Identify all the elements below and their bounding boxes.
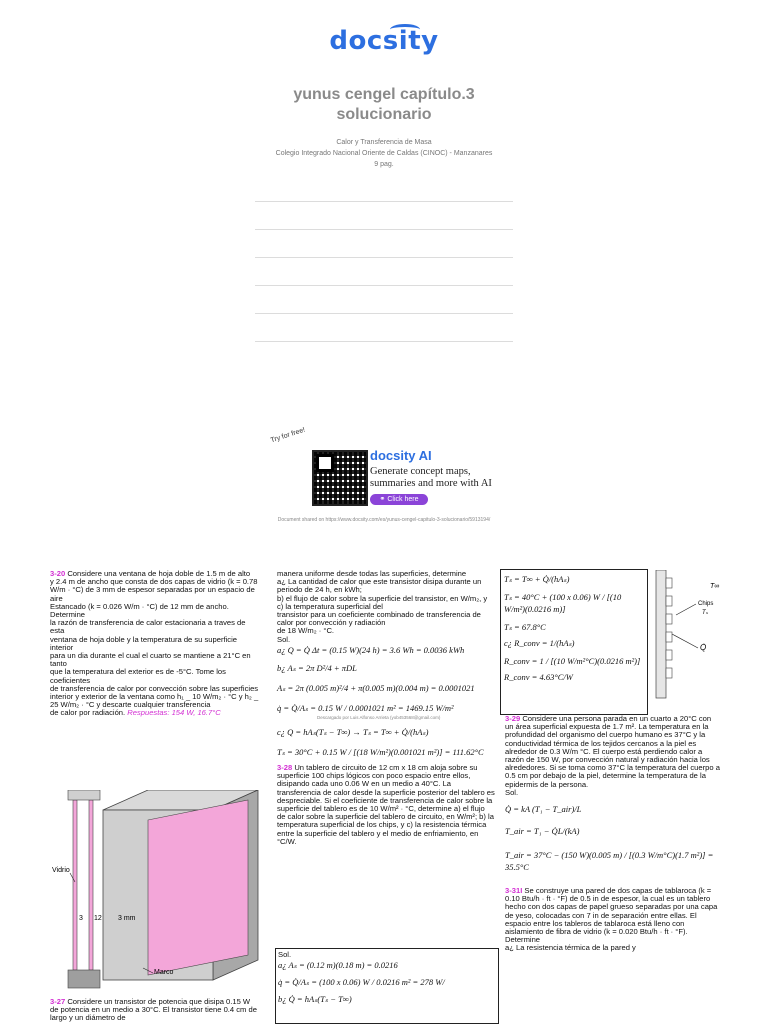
problem-text: Un tablero de circuito de 12 cm x 18 cm aloja sobre su superficie 100 chips lógicos con poco espacio entre ellos, disipando cada uno 0.06 W en un medio a 40°C. La transferencia de calor desde la superficie posterior del tablero es despreciable. Si el coeficiente de transferencia de calor sobre la superficie del tablero es de 10 W/m² · °C, determine a) el flujo de calor sobre la superficie del tablero de circuito, en W/m²; b) la temperatura superficial de los chips, y c) la resistencia térmica entre la superficie del tablero y el medio de enfriamiento, en °C/W. — [277, 763, 495, 846]
problem-number: 3-27 — [50, 997, 66, 1006]
shared-note: Document shared on https://www.docsity.com/es/yunus-cengel-capitulo-3-solucionario/5913194/ — [277, 517, 491, 523]
window-figure — [48, 790, 263, 990]
problem-text: Considere una ventana de hoja doble de 1.5 m de alto — [65, 569, 251, 578]
dim-label: 3 mm — [118, 915, 136, 922]
equation: Tₛ = 67.8°C — [504, 622, 546, 632]
divider — [255, 257, 513, 258]
problem-text: ventana de hoja doble y la temperatura de su superficie interior — [50, 634, 238, 652]
circuit-board-figure — [648, 570, 728, 700]
divider — [255, 285, 513, 286]
problem-text: Considere una persona parada en un cuarto a 20°C con un área superficial expuesta de 1.7 m². La temperatura en la profundidad del organismo del cuerpo humano es 37°C y la conductividad térmica de los tejidos cercanos a la piel es alrededor de 0.3 W/m °C. El cuerpo está perdiendo calor a razón de 150 W, por convección natural y radiación hacia los alrededores. Si se toma como 37°C la temperatura del cuerpo a 0.5 cm por debajo de la piel, determine la temperatura de la epidermis de la persona. — [505, 714, 720, 789]
problem-text: Considere un transistor de potencia que disipa 0.15 W de potencia en un medio a 30°C. El transistor tiene 0.4 cm de largo y un diámetro de — [50, 997, 257, 1023]
title-line-2: solucionario — [336, 106, 432, 123]
equation: c¿ Q = hAₛ(Tₛ − T∞) → Tₛ = T∞ + Q̇/(hAₛ) — [277, 727, 429, 738]
docsity-logo[interactable]: docsity — [329, 26, 439, 56]
divider — [255, 341, 513, 342]
document-title — [0, 85, 768, 125]
problem-text: b) el flujo de calor sobre la superficie del transistor, en W/m₂, y c) la temperatura superficial del — [277, 593, 488, 611]
try-free-label: Try for free! — [269, 426, 307, 445]
divider — [255, 229, 513, 230]
watermark: Descargado por Luis Alfonso Arrieta (yob453568@gmail.com) — [317, 714, 441, 720]
equation: b¿ Aₛ = 2π D²/4 + πDL — [277, 662, 357, 673]
problem-number: 3-29 — [505, 714, 521, 723]
problem-text: interior y exterior de la ventana como h₁ _ 10 W/m₂ · °C y h₂ _ 25 W/m₂ · °C y descarte cualquier transferencia — [50, 692, 259, 710]
marco-label: Marco — [154, 969, 174, 976]
equation: a¿ Q = Q̇ Δt = (0.15 W)(24 h) = 3.6 Wh = 0.0036 kWh — [277, 644, 465, 655]
docsity-ai-logo: docsity AI — [370, 448, 432, 463]
chips-label: Chips — [698, 601, 714, 607]
answers: Respuestas: 154 W, 16.7°C — [125, 708, 221, 718]
problem-text: de 18 W/m₂ · °C. — [277, 626, 335, 636]
equation: Tₛ = 40°C + (100 x 0.06) W / [(10 W/m²)(0.0216 m)] — [504, 592, 622, 614]
title-line-1: yunus cengel capítulo.3 — [293, 86, 475, 103]
t-inf-label: T∞ — [710, 583, 720, 590]
q-label: Q̇ — [700, 643, 707, 652]
problem-text: de calor por radiación. — [50, 708, 126, 718]
problem-text: transistor para un coeficiente combinado de transferencia de calor por convección y radiación — [277, 610, 481, 628]
problem-3-27 — [50, 998, 260, 1023]
equation: R_conv = 4.63°C/W — [504, 672, 573, 682]
dim-label: 12 — [94, 915, 102, 922]
dim-label: 3 — [79, 915, 83, 922]
problem-text: W/m · °C) de 3 mm de espesor separadas por un espacio de aire — [50, 585, 255, 603]
equation: Aₛ = 2π (0.005 m)²/4 + π(0.005 m)(0.004 m) = 0.0001021 — [277, 682, 475, 693]
problem-text: de transferencia de calor por convección sobre las superficies — [50, 683, 259, 693]
ai-promo-banner — [269, 426, 500, 520]
promo-line-2: summaries and more with AI — [370, 478, 492, 489]
problem-text: Se construye una pared de dos capas de tablaroca (k = 0.10 Btu/h · ft · °F) de 0.5 in de espesor, la cual es un tablero hecho con dos capas de papel grueso separadas por una capa de yeso, colocadas con 7 in de separación entre ellas. El espacio entre los tableros de tablaroca está lleno con aislamiento de fibra de vidrio (k = 0.020 Btu/h · ft · °F). Determine — [505, 886, 718, 945]
problem-text: a¿ La resistencia térmica de la pared y — [505, 943, 636, 953]
divider — [255, 201, 513, 202]
problem-text: manera uniforme desde todas las superficies, determine — [277, 569, 467, 578]
pages-label: 9 pag. — [374, 161, 394, 168]
equation: Tₛ = T∞ + Q̇/(hAₛ) — [504, 574, 570, 584]
equation: b¿ Q̇ = hAₛ(Tₛ − T∞) — [278, 994, 352, 1005]
equation: q̇ = Q̇/Aₛ = 0.15 W / 0.0001021 m² = 1469.15 W/m² — [277, 702, 454, 713]
click-here-label: Click here — [387, 496, 419, 503]
sol-label: Sol. — [278, 950, 292, 959]
subject-label: Calor y Transferencia de Masa — [336, 139, 432, 146]
equation: c¿ R_conv = 1/(hAₛ) — [504, 638, 575, 648]
click-here-button[interactable] — [370, 494, 428, 505]
equation: T_air = 37°C − (150 W)(0.005 m) / [(0.3 W/m°C)(1.7 m²)] = 35.5°C — [505, 850, 714, 873]
sol-label: Sol. — [505, 787, 519, 797]
qr-code-icon — [312, 450, 368, 506]
divider — [255, 313, 513, 314]
promo-text — [370, 466, 510, 490]
equation: T_air = T₁ − Q̇L/(kA) — [505, 826, 580, 837]
equation: Q̇ = kA (T₁ − T_air)/L — [505, 804, 582, 815]
vidrio-label: Vidrio — [52, 867, 70, 874]
equation: a¿ Aₛ = (0.12 m)(0.18 m) = 0.0216 — [278, 960, 398, 971]
equation: q̇ = Q̇/Aₛ = (100 x 0.06) W / 0.0216 m² = 278 W/ — [278, 977, 445, 988]
equation: Tₛ = 30°C + 0.15 W / [(18 W/m²)(0.001021 m²)] = 111.62°C — [277, 747, 484, 758]
problem-number: 3-31I — [505, 886, 523, 896]
problem-text: que la temperatura del exterior es de -5°C. Tome los coeficientes — [50, 667, 226, 685]
sol-label: Sol. — [277, 634, 291, 644]
equation: R_conv = 1 / [(10 W/m²°C)(0.0216 m²)] — [504, 656, 641, 666]
solution-box — [275, 948, 499, 1024]
problem-3-27-solution — [277, 570, 495, 846]
problem-text: y 2.4 m de ancho que consta de dos capas de vidrio (k = 0.78 — [50, 577, 258, 587]
ts-label: Tₛ — [702, 610, 708, 616]
problem-text: para un dia durante el cual el cuarto se mantiene a 21°C en tanto — [50, 651, 251, 669]
link-icon: ⚭ — [379, 496, 388, 503]
problem-text: Estancado (k = 0.026 W/m · °C) de 12 mm de ancho. Determine — [50, 601, 229, 620]
problem-number: 3-28 — [277, 763, 293, 773]
problem-text: a¿ La cantidad de calor que este transistor disipa durante un periodo de 24 h, en kWh; — [277, 577, 482, 595]
problem-number: 3-20 — [50, 569, 66, 578]
problem-text: la razón de transferencia de calor estacionaria a traves de esta — [50, 618, 246, 636]
promo-line-1: Generate concept maps, — [370, 466, 471, 477]
solution-box — [500, 569, 648, 715]
problem-3-20 — [50, 570, 260, 718]
school-label: Colegio Integrado Nacional Oriente de Caldas (CINOC) - Manzanares — [275, 150, 493, 157]
problem-3-29 — [505, 715, 720, 953]
